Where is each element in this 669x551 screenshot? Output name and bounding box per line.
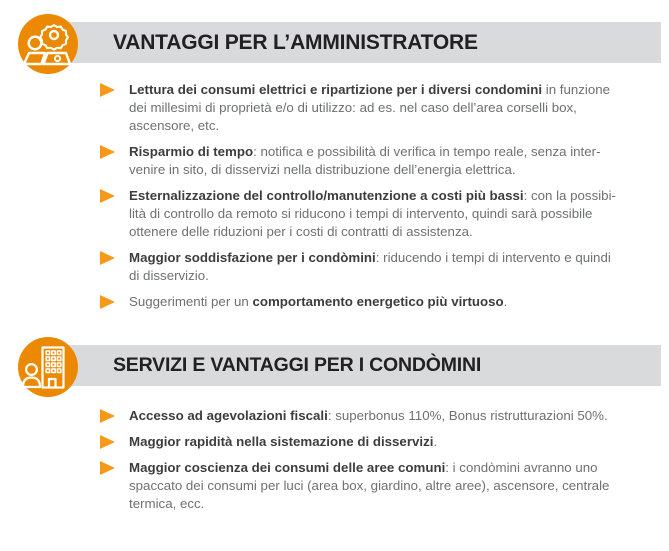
list-item xyxy=(90,187,620,241)
bullet-text: Maggior soddisfazione per i condòmini: riducendo i tempi di intervento e quindi di disservizio. xyxy=(129,250,611,283)
bullet-text: Maggior rapidità nella sistemazione di disservizi. xyxy=(129,434,438,449)
bullet-text: Maggior coscienza dei consumi delle aree comuni: i condòmini avranno uno spaccato dei consumi per luci (area box, giardino, altre aree), ascensore, centrale termica, ecc. xyxy=(129,460,610,511)
list-item xyxy=(90,433,620,451)
arrow-bullet-icon xyxy=(100,145,115,159)
building-person-glyph xyxy=(18,337,78,397)
arrow-bullet-icon xyxy=(100,83,115,97)
bullet-list xyxy=(90,407,620,513)
bullet-text: Suggerimenti per un comportamento energetico più virtuoso. xyxy=(129,294,508,309)
person-gear-laptop-glyph xyxy=(18,14,78,74)
arrow-bullet-icon xyxy=(100,295,115,309)
arrow-bullet-icon xyxy=(100,189,115,203)
list-item xyxy=(90,407,620,425)
section-amministratore xyxy=(0,14,669,311)
page xyxy=(0,14,669,551)
arrow-bullet-icon xyxy=(100,251,115,265)
bullet-text: Risparmio di tempo: notifica e possibilità di verifica in tempo reale, senza intervenire in sito, di disservizi nella distribuzione dell’energia elettrica. xyxy=(129,144,601,177)
bullet-list xyxy=(90,81,620,311)
building-person-icon xyxy=(18,337,78,397)
list-item xyxy=(90,459,620,513)
list-item xyxy=(90,81,620,135)
arrow-bullet-icon xyxy=(100,435,115,449)
list-item xyxy=(90,249,620,285)
bullet-text: Esternalizzazione del controllo/manutenzione a costi più bassi: con la possibilità di controllo da remoto si riducono i tempi di intervento, quindi sarà possibile ottenere delle riduzioni per i costi di contratti di assistenza. xyxy=(129,188,616,239)
list-item xyxy=(90,143,620,179)
section-header xyxy=(0,14,669,74)
person-gear-laptop-icon xyxy=(18,14,78,74)
list-item xyxy=(90,293,620,311)
section-title: SERVIZI E VANTAGGI PER I CONDÒMINI xyxy=(113,354,482,376)
section-header xyxy=(0,337,669,397)
bullet-text: Lettura dei consumi elettrici e ripartizione per i diversi condomini in funzione dei millesimi di proprietà e/o di utilizzo: ad es. nel caso dell’area corselli box, ascensore, etc. xyxy=(129,82,611,133)
section-title: VANTAGGI PER L’AMMINISTRATORE xyxy=(113,30,478,54)
arrow-bullet-icon xyxy=(100,461,115,475)
section-condomini xyxy=(0,337,669,513)
bullet-text: Accesso ad agevolazioni fiscali: superbonus 110%, Bonus ristrutturazioni 50%. xyxy=(129,408,608,423)
arrow-bullet-icon xyxy=(100,409,115,423)
